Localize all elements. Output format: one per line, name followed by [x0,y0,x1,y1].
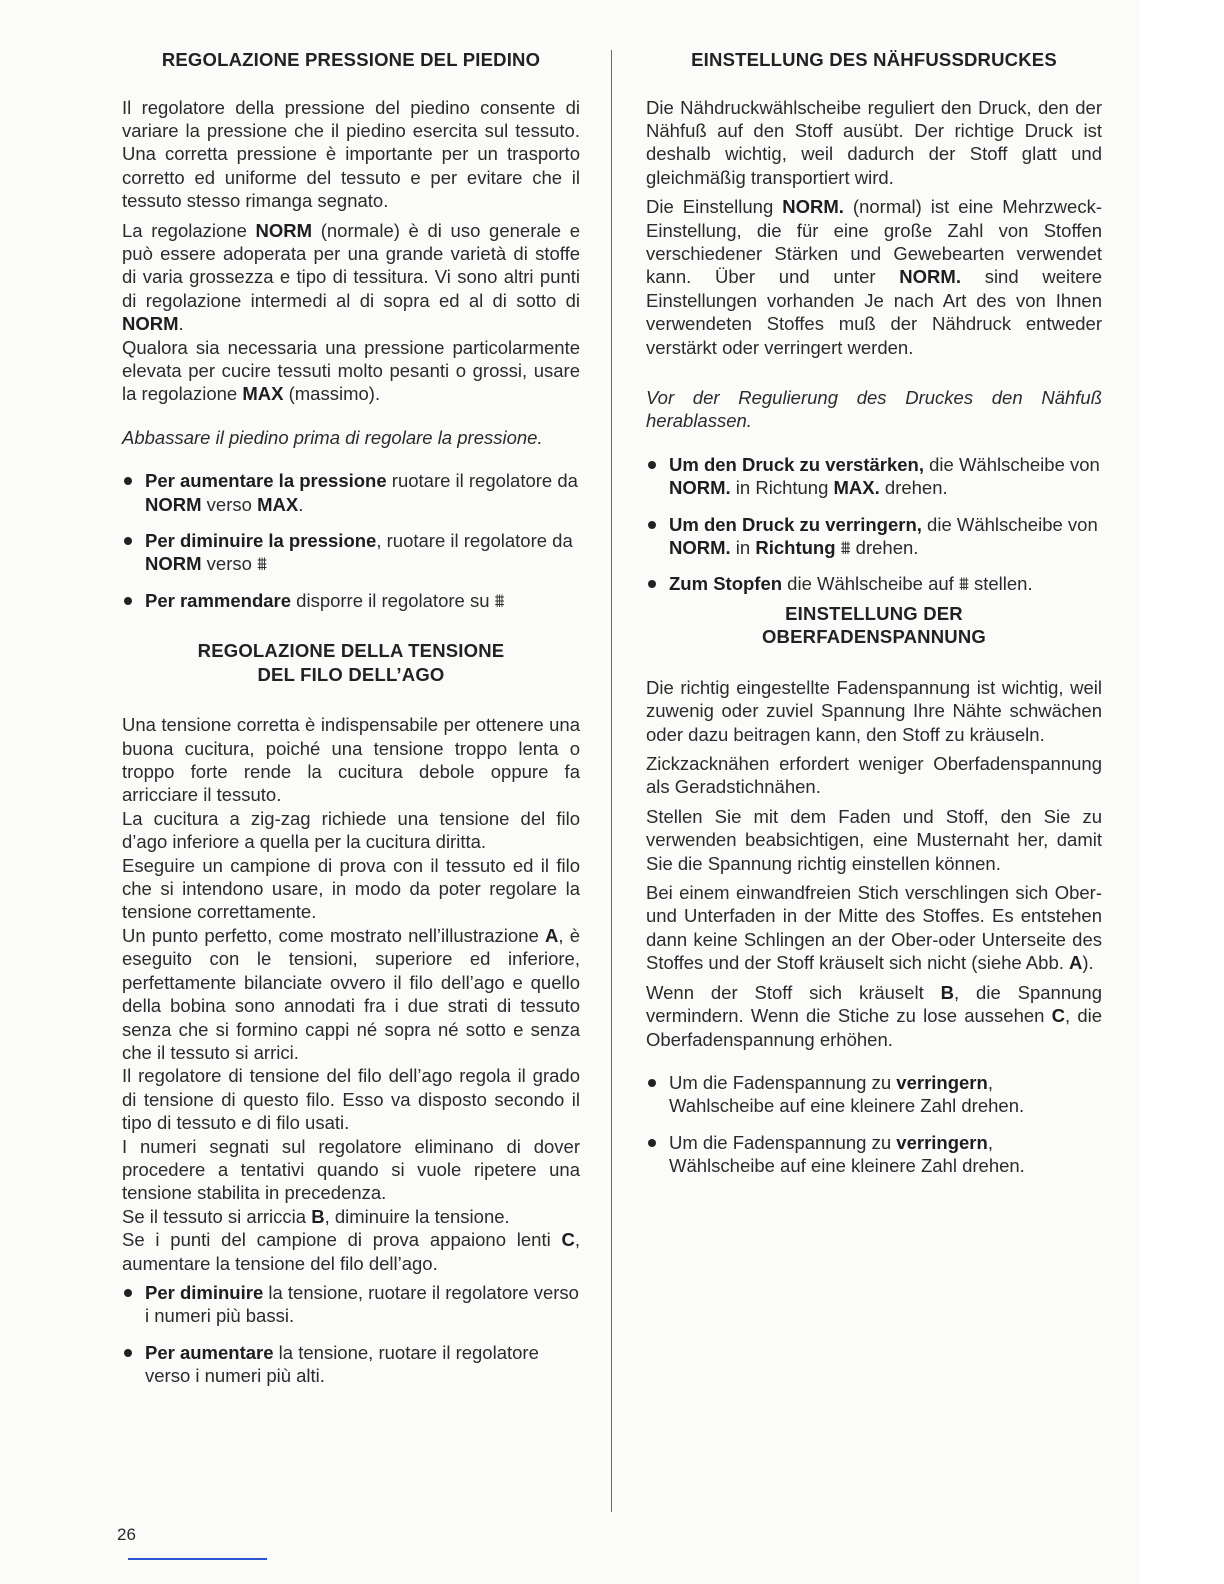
paragraph: Il regolatore della pressione del piedino consente di variare la pressione che il piedino esercita sul tessuto. Una corretta pressione è importante per un trasporto corretto ed uniforme del tessuto e per evitare che il tessuto stesso rimanga segnato. [122,96,580,212]
german-column [646,48,1102,1178]
paragraph: Die Einstellung NORM. (normal) ist eine Mehrzweck-Einstellung, die für eine große Zahl von Stoffen verschiedener Stärken und Gewebearten verwendet kann. Über und unter NORM. sind weitere Einstellungen vorhanden Je nach Art des von Ihnen verwendeten Stoffes muß der Nähdruck entweder verstärkt oder verringert werden. [646,196,1102,358]
note: Vor der Regulierung des Druckes den Nähfuß herablassen. [646,386,1102,432]
paragraph: Bei einem einwandfreien Stich verschlingen sich Ober-und Unterfaden in der Mitte des Stoffes. Es entstehen dann keine Schlingen an der Ober-oder Unterseite des Stoffes und der Stoff kräuselt sich nicht (siehe Abb. A). [646,882,1102,974]
list-item: Um die Fadenspannung zu verringern, Wahlscheibe auf eine kleinere Zahl drehen. [646,1071,1102,1118]
paragraph: Die Nähdruckwählscheibe reguliert den Druck, den der Nähfuß auf den Stoff ausübt. Der richtige Druck ist deshalb wichtig, weil dadurch der Stoff glatt und gleichmäßig transportiert wird. [646,96,1102,188]
section-title-tension-it: REGOLAZIONE DELLA TENSIONE DEL FILO DELL’AGO [197,640,505,685]
list-item: Um den Druck zu verringern, die Wählscheibe von NORM. in Richtung ⩩ drehen. [646,513,1102,560]
darning-symbol: ⩩ [494,589,505,611]
paragraph: La regolazione NORM (normale) è di uso generale e può essere adoperata per una grande varietà di stoffe di varia grossezza e tipo di tessitura. Vi sono altri punti di regolazione intermedi al di sopra ed al di sotto di NORM. Qualora sia necessaria una pressione particolarmente elevata per cucire tessuti molto pesanti o grossi, usare la regolazione MAX (massimo). [122,219,580,405]
list-item: Per aumentare la pressione ruotare il regolatore da NORM verso MAX. [122,469,580,516]
list-item: Per rammendare disporre il regolatore su ⩩ [122,589,580,612]
bullet-list [646,453,1102,596]
paragraph: Se il tessuto si arriccia B, diminuire la tensione. [122,1205,510,1227]
section-title-pressure-de: EINSTELLUNG DES NÄHFUSSDRUCKES [691,49,1057,70]
section-title-tension-de: EINSTELLUNG DER OBERFADENSPANNUNG [761,602,987,648]
darning-symbol: ⩩ [958,573,969,595]
list-item: Per diminuire la pressione, ruotare il regolatore da NORM verso ⩩ [122,529,580,576]
paragraph: Eseguire un campione di prova con il tessuto ed il filo che si intendono usare, in modo da poter regolare la tensione correttamente. [122,854,580,923]
paragraph: Wenn der Stoff sich kräuselt B, die Spannung vermindern. Wenn die Stiche zu lose aussehen C, die Oberfadenspannung erhöhen. [646,981,1103,1050]
column-divider [611,50,612,1512]
list-item: Zum Stopfen die Wählscheibe auf ⩩ stellen. [646,572,1102,595]
paragraph: Se i punti del campione di prova appaiono lenti C, aumentare la tensione del filo dell’ago. [122,1229,580,1274]
bullet-list [646,1071,1102,1178]
list-item: Per diminuire la tensione, ruotare il regolatore verso i numeri più bassi. [122,1281,580,1328]
list-item: Um die Fadenspannung zu verringern, Wählscheibe auf eine kleinere Zahl drehen. [646,1131,1102,1178]
list-item: Um den Druck zu verstärken, die Wählscheibe von NORM. in Richtung MAX. drehen. [646,453,1102,500]
paragraph: Stellen Sie mit dem Faden und Stoff, den Sie zu verwenden beabsichtigen, eine Musternaht her, damit Sie die Spannung richtig einstellen können. [646,805,1102,874]
italian-column [122,48,580,1388]
bullet-list [122,469,580,612]
darning-symbol: ⩩ [840,537,851,558]
link-underline [128,1558,267,1560]
page-margin [1140,0,1224,1584]
list-item: Per aumentare la tensione, ruotare il regolatore verso i numeri più alti. [122,1341,580,1388]
section-title-pressure-it: REGOLAZIONE PRESSIONE DEL PIEDINO [161,49,541,70]
note: Abbassare il piedino prima di regolare la pressione. [122,426,543,448]
paragraph: I numeri segnati sul regolatore eliminano di dover procedere a tentativi quando si vuole ripetere una tensione stabilita in precedenza. [122,1135,580,1204]
bullet-list [122,1281,580,1388]
page-number: 26 [117,1525,136,1544]
paragraph: Un punto perfetto, come mostrato nell’illustrazione A, è eseguito con le tensioni, superiore ed inferiore, perfettamente bilanciate ovvero il filo dell’ago e quello della bobina sono annodati fra i due strati di tessuto senza che si formino cappi né sopra né sotto e senza che il tessuto si arrici. [122,924,580,1063]
paragraph: Zickzacknähen erfordert weniger Oberfadenspannung als Geradstichnähen. [646,753,1102,798]
paragraph: La cucitura a zig-zag richiede una tensione del filo d’ago inferiore a quella per la cucitura diritta. [122,807,580,853]
paragraph: Il regolatore di tensione del filo dell’ago regola il grado di tensione di questo filo. Esso va disposto secondo il tipo di tessuto e di filo usati. [122,1065,580,1134]
darning-symbol: ⩩ [257,553,267,575]
paragraph: Die richtig eingestellte Fadenspannung ist wichtig, weil zuwenig oder zuviel Spannung Ihre Nähte schwächen oder dazu beitragen kann, den Stoff zu kräuseln. [646,676,1102,745]
paragraph: Una tensione corretta è indispensabile per ottenere una buona cucitura, poiché una tensione troppo lenta o troppo forte rende la cucitura debole oppure fa arricciare il tessuto. [122,714,580,806]
